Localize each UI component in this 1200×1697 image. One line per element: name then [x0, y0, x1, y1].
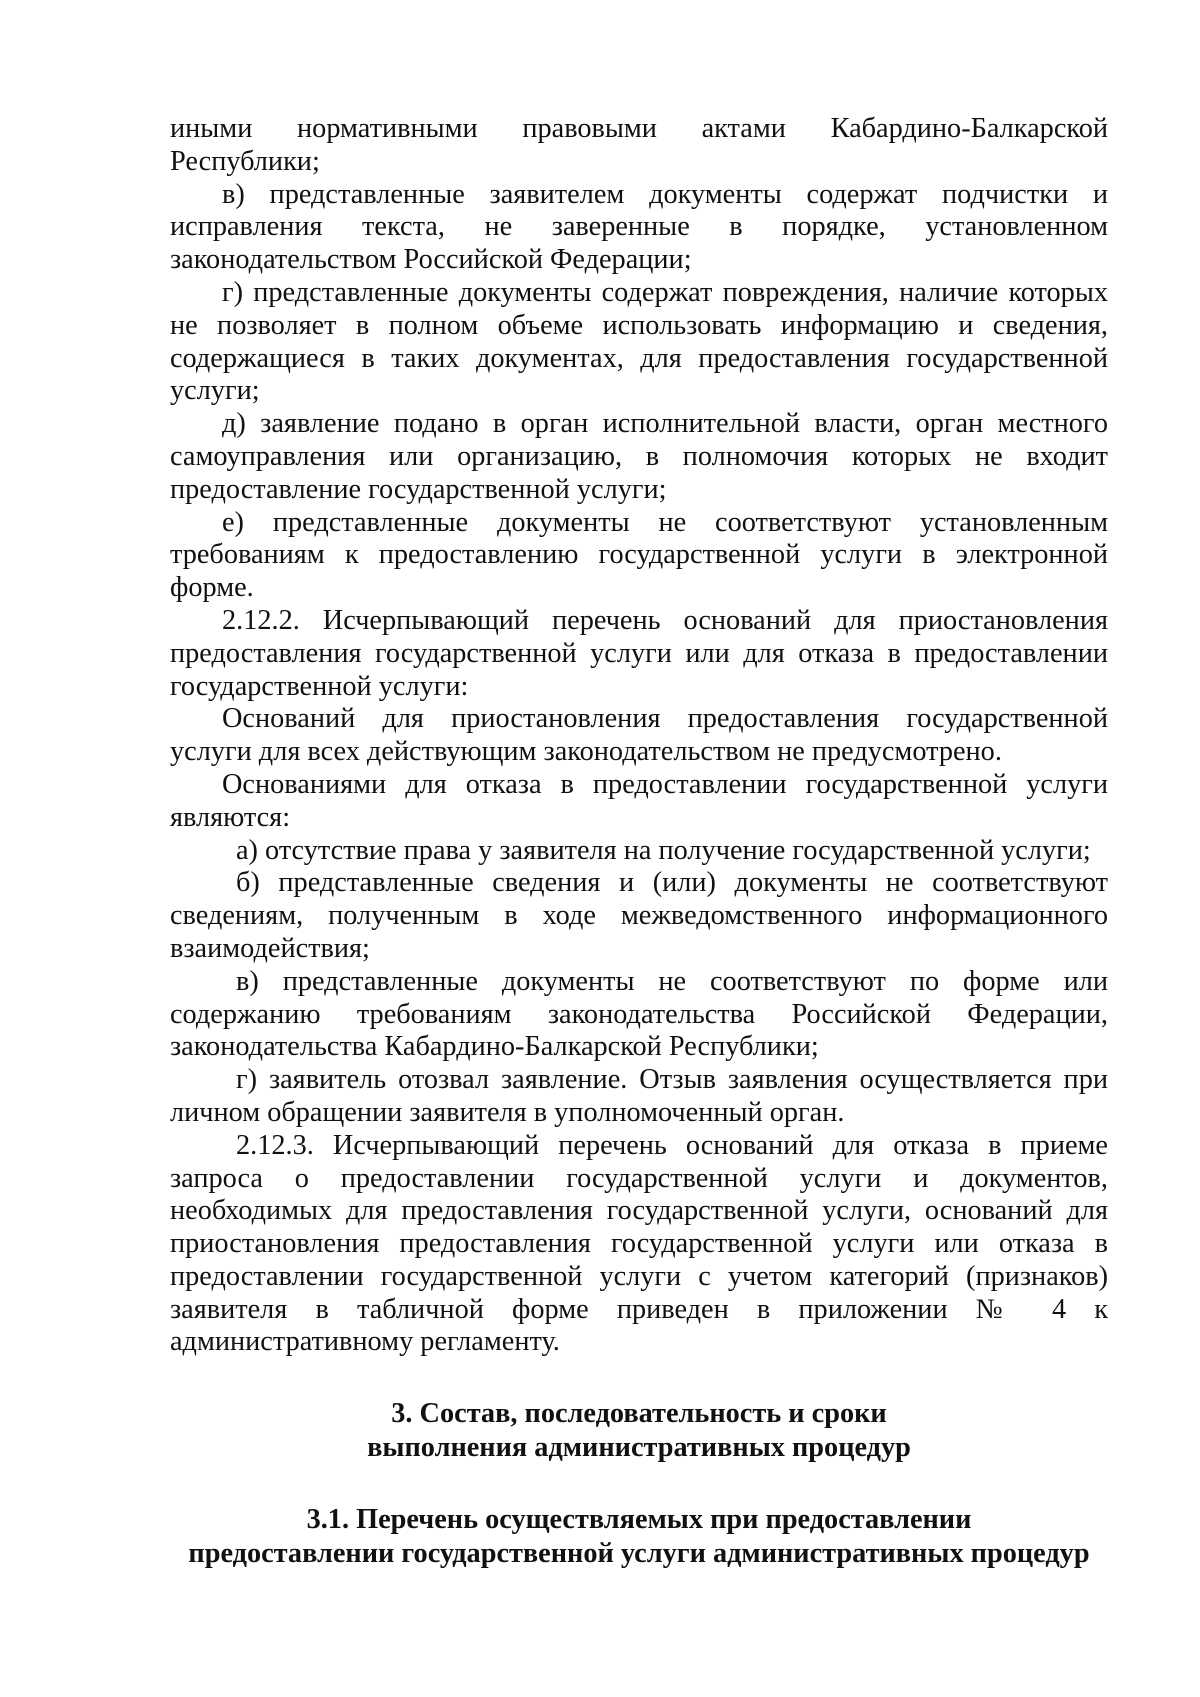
paragraph: иными нормативными правовыми актами Кабардино-Балкарской Республики; — [170, 113, 1108, 177]
paragraph: в) представленные заявителем документы содержат подчистки и исправления текста, не заверенные в порядке, установленном законодательством Российской Федерации; — [170, 178, 1108, 276]
paragraph: б) представленные сведения и (или) документы не соответствуют сведениям, полученным в ходе межведомственного информационного взаимодействия; — [170, 867, 1108, 964]
section-heading — [170, 1397, 1108, 1465]
section-heading-line: выполнения административных процедур — [367, 1432, 911, 1464]
paragraph: г) заявитель отозвал заявление. Отзыв заявления осуществляется при личном обращении заявителя в уполномоченный орган. — [170, 1064, 1108, 1128]
paragraph: Основаниями для отказа в предоставлении государственной услуги являются: — [170, 768, 1108, 833]
paragraph: 2.12.2. Исчерпывающий перечень оснований для приостановления предоставления государственной услуги или для отказа в предоставлении государственной услуги: — [170, 604, 1108, 702]
subsection-heading-line: предоставлении государственной услуги административных процедур — [188, 1538, 1090, 1570]
paragraph: а) отсутствие права у заявителя на получение государственной услуги; — [236, 834, 1091, 866]
paragraph: е) представленные документы не соответствуют установленным требованиям к предоставлению государственной услуги в электронной форме. — [170, 506, 1108, 604]
paragraph: г) представленные документы содержат повреждения, наличие которых не позволяет в полном объеме использовать информацию и сведения, содержащиеся в таких документах, для предоставления государственной услуги; — [170, 276, 1108, 407]
subsection-heading-line: 3.1. Перечень осуществляемых при предоставлении — [306, 1504, 972, 1536]
document-body — [170, 113, 1108, 1571]
subsection-heading — [170, 1503, 1108, 1571]
section-heading-line: 3. Состав, последовательность и сроки — [391, 1398, 887, 1430]
paragraph: 2.12.3. Исчерпывающий перечень оснований для отказа в приеме запроса о предоставлении государственной услуги и документов, необходимых для предоставления государственной услуги, оснований для приостановления предоставления государственной услуги или отказа в предоставлении государственной услуги с учетом категорий (признаков) заявителя в табличной форме приведен в приложении № 4 к административному регламенту. — [170, 1129, 1108, 1358]
paragraph: Оснований для приостановления предоставления государственной услуги для всех действующим законодательством не предусмотрено. — [170, 703, 1108, 768]
paragraph: д) заявление подано в орган исполнительной власти, орган местного самоуправления или организацию, в полномочия которых не входит предоставление государственной услуги; — [170, 408, 1108, 505]
paragraph: в) представленные документы не соответствуют по форме или содержанию требованиям законодательства Российской Федерации, законодательства Кабардино-Балкарской Республики; — [170, 965, 1108, 1063]
